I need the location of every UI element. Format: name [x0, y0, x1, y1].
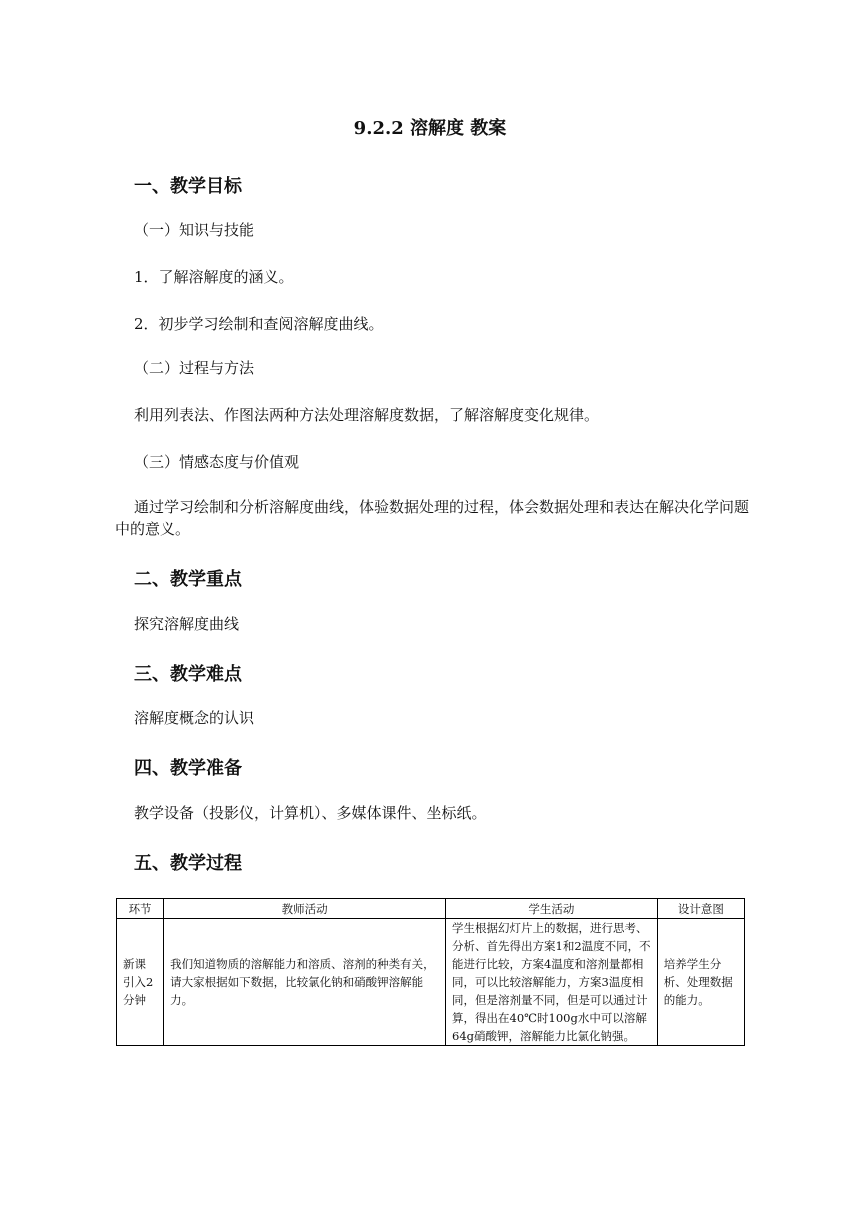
cell-student-activity: 学生根据幻灯片上的数据，进行思考、分析、首先得出方案1和2温度不同，不能进行比较，方案4温度和溶剂量都相同，可以比较溶解能力，方案3温度相同，但是溶剂量不同，但是可以通过计算，得出在40℃时100g水中可以溶解64g硝酸钾，溶解能力比氯化钠强。 [446, 919, 658, 1046]
section-heading-objectives: 一、教学目标 [134, 176, 242, 197]
column-header-teacher-activity: 教师活动 [164, 899, 446, 919]
table-row [117, 919, 745, 1046]
section-heading-preparation: 四、教学准备 [134, 758, 242, 779]
subheading-process-method: （二）过程与方法 [134, 359, 255, 377]
cell-teacher-activity: 我们知道物质的溶解能力和溶质、溶剂的种类有关，请大家根据如下数据，比较氯化钠和硝酸钾溶解能力。 [164, 919, 446, 1046]
objective-item-2: 2．初步学习绘制和查阅溶解度曲线。 [134, 315, 384, 333]
attitude-values-text: 通过学习绘制和分析溶解度曲线，体验数据处理的过程，体会数据处理和表达在解决化学问题中的意义。 [115, 498, 750, 538]
table-header-row [117, 899, 745, 919]
process-method-text: 利用列表法、作图法两种方法处理溶解度数据，了解溶解度变化规律。 [134, 406, 600, 424]
subheading-attitude-values: （三）情感态度与价值观 [134, 453, 300, 471]
cell-design-intent: 培养学生分析、处理数据的能力。 [657, 919, 744, 1046]
column-header-stage: 环节 [117, 899, 164, 919]
cell-stage: 新课引入2分钟 [117, 919, 164, 1046]
objective-item-1: 1．了解溶解度的涵义。 [134, 268, 294, 286]
key-points-text: 探究溶解度曲线 [134, 615, 240, 633]
section-heading-difficulties: 三、教学难点 [134, 664, 242, 685]
column-header-student-activity: 学生活动 [446, 899, 658, 919]
teaching-process-table [116, 898, 745, 1046]
difficulties-text: 溶解度概念的认识 [134, 709, 255, 727]
subheading-knowledge-skills: （一）知识与技能 [134, 221, 255, 239]
preparation-text: 教学设备（投影仪，计算机）、多媒体课件、坐标纸。 [134, 804, 487, 822]
document-title: 9.2.2 溶解度 教案 [353, 118, 507, 139]
column-header-design-intent: 设计意图 [657, 899, 744, 919]
section-heading-process: 五、教学过程 [134, 853, 242, 874]
section-heading-key-points: 二、教学重点 [134, 569, 242, 590]
